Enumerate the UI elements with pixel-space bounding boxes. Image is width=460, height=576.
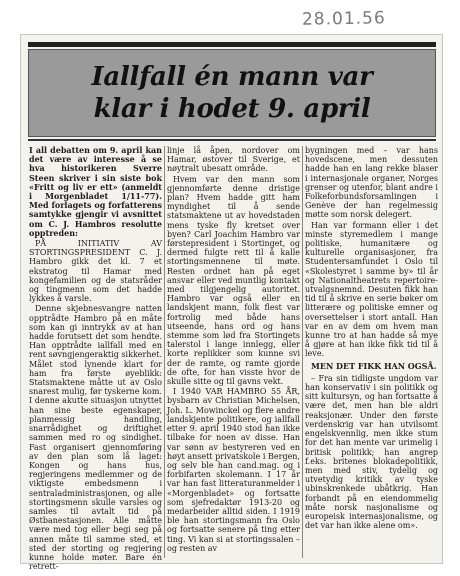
article-subheading: MEN DET FIKK HAN OGSÅ. (311, 360, 437, 371)
headline-line-2: klar i hodet 9. april (93, 94, 371, 124)
article-paragraph: – Fra sin tidligste ungdom var han konservativ i sin politikk og sitt kultursyn, og han fortsatte å være det, men han ble aldri reaksjonær. Under den første verdenskrig var han utvilsomt engelskvennlig, men ikke stum for det han mente var urimelig i britisk politikk; han angrep f.eks. britenes blokadepolitikk, men med stiv, tydelig og utvetydig kritikk av tyske ubinskrenkede ubåtkrig. Han forbandt på en eiendommelig måte norsk nasjonalisme og europeisk internasjonalisme, og det var han ikke alene om». (305, 373, 438, 531)
column-divider (164, 146, 165, 558)
header-bottom-rule (28, 139, 436, 141)
article-paragraph: I 1940 VAR HAMBRO 55 ÅR, bysbarn av Christian Michelsen, Joh. L. Mowinckel og flere andre landskjente politikere, og iallfall etter 9. april 1940 stod han ikke tilbake for noen av disse. Han var sønn av bestyreren ved en høyt ansett privatskole i Bergen, og selv ble han cand.mag. og i forbifarten skolemann. I 17 år var han fast litteraturanmelder i «Morgenbladet» og fortsatte som sjefredaktør 1913-20 og medarbeider alltid siden. I 1919 ble han stortingsmann fra Oslo og fortsatte senere på ting etter ting. Vi kan si at stortingssalen – og resten av (167, 387, 300, 553)
headline-line-1: Iallfall én mann var (91, 62, 373, 92)
headline-box (28, 49, 436, 137)
article-column-2 (167, 146, 300, 554)
article-paragraph: Han var formann eller i det minste styremedlem i mange politiske, humanitære og kulturelle organisasjoner, fra Studentersamfundet i Oslo til «Skolestyret i samme by» til år og Nationaltheatrets repertoire-utvalgsnemnd. Desuten fikk han tid til å skrive en serie bøker om litterære og politiske emner og oversettelser i stort antall. Han var en av dem om hvem man kunne tro at han hadde så mye å gjøre at han ikke fikk tid til å leve. (305, 220, 438, 359)
article-paragraph: linje lå åpen, nordover om Hamar, østover til Sverige, et nøytralt ubesatt område. (167, 146, 300, 174)
header-top-rule (28, 42, 436, 47)
article-column-1 (29, 146, 162, 572)
article-column-3 (305, 146, 438, 531)
newspaper-clipping (20, 34, 443, 572)
handwritten-date-annotation: 28.01.56 (301, 8, 386, 30)
article-lead: I all debatten om 9. april kan det være av interesse å se hva historikeren Sverre Steen skriver i sin siste bok «Fritt og liv er ett» (anmeldt i Morgenbladet 1/11-77). Med forlagets og forfatterens samtykke gjengir vi avsnittet om C. J. Hambros resolutte opptreden: (29, 145, 162, 238)
article-paragraph: PÅ INITIATIV AV STORTINGSPRESIDENT C. J. Hambro gikk det kl. 7 et ekstratog til Hamar med kongefamilien og de statsråder og tingmenn som det hadde lykkes å varsle. (29, 239, 162, 304)
article-paragraph: Hvem var den mann som gjennomførte denne dristige plan? Hvem hadde gitt ham myndighet til å sende statsmaktene ut av hovedstaden mens tyske fly kretset over byen? Carl Joachim Hambro var førstepresident i Stortinget, og dermed fulgte rett til å kalle stortingsmennene til møte. Resten ordnet han på eget ansvar eller ved muntlig kontakt med tilgjengelig autoritet. Hambro var også eller en landskjent mann, folk flest var fortrolig med både hans utseende, hans ord og hans stemme som lød fra Stortingets talerstol i lange innlegg, eller korte replikker som kunne svi der de ramte, og ramte gjorde de ofte, for han visste hvor de skulle sitte og til gavns vekt. (167, 174, 300, 387)
column-divider (302, 146, 303, 558)
article-paragraph: bygningen med – var hans hovedscene, men dessuten hadde han en lang rekke blaser i internasjonale organer, Norges grenser og utenfor, blant andre i Folkeforbundsforsamlingen i Genève der han regelmessig møtte som norsk delegert. (305, 146, 438, 220)
article-paragraph: Denne skjebnesvangre natten opptrådte Hambro på en måte som kan gi inntrykk av at han hadde forutsett det som hendte. Han opptrådte iallfall med en rent søvngjengeraktig sikkerhet. Målet stod lynende klart for ham fra første øyeblikk: Statsmaktene måtte ut av Oslo snarest mulig, før tyskerne kom. I denne akutte situasjon utnyttet han sine beste egenskaper, planmessig handling, snarrådighet og driftighet sammen med ro og sindighet. Fast organisert gjennomføring av den plan som lå laget: Kongen og hans hus, regjeringens medlemmer og de viktigste embedsmenn i sentraladministrasjonen, og alle stortingsmenn skulle varsles og samles til avtalt tid på Østbanestasjonen. Alle måtte være med tog eller begi seg på annen måte til samme sted, et sted der storting og regjering kunne holde møter. Bare én retrett- (29, 304, 162, 572)
